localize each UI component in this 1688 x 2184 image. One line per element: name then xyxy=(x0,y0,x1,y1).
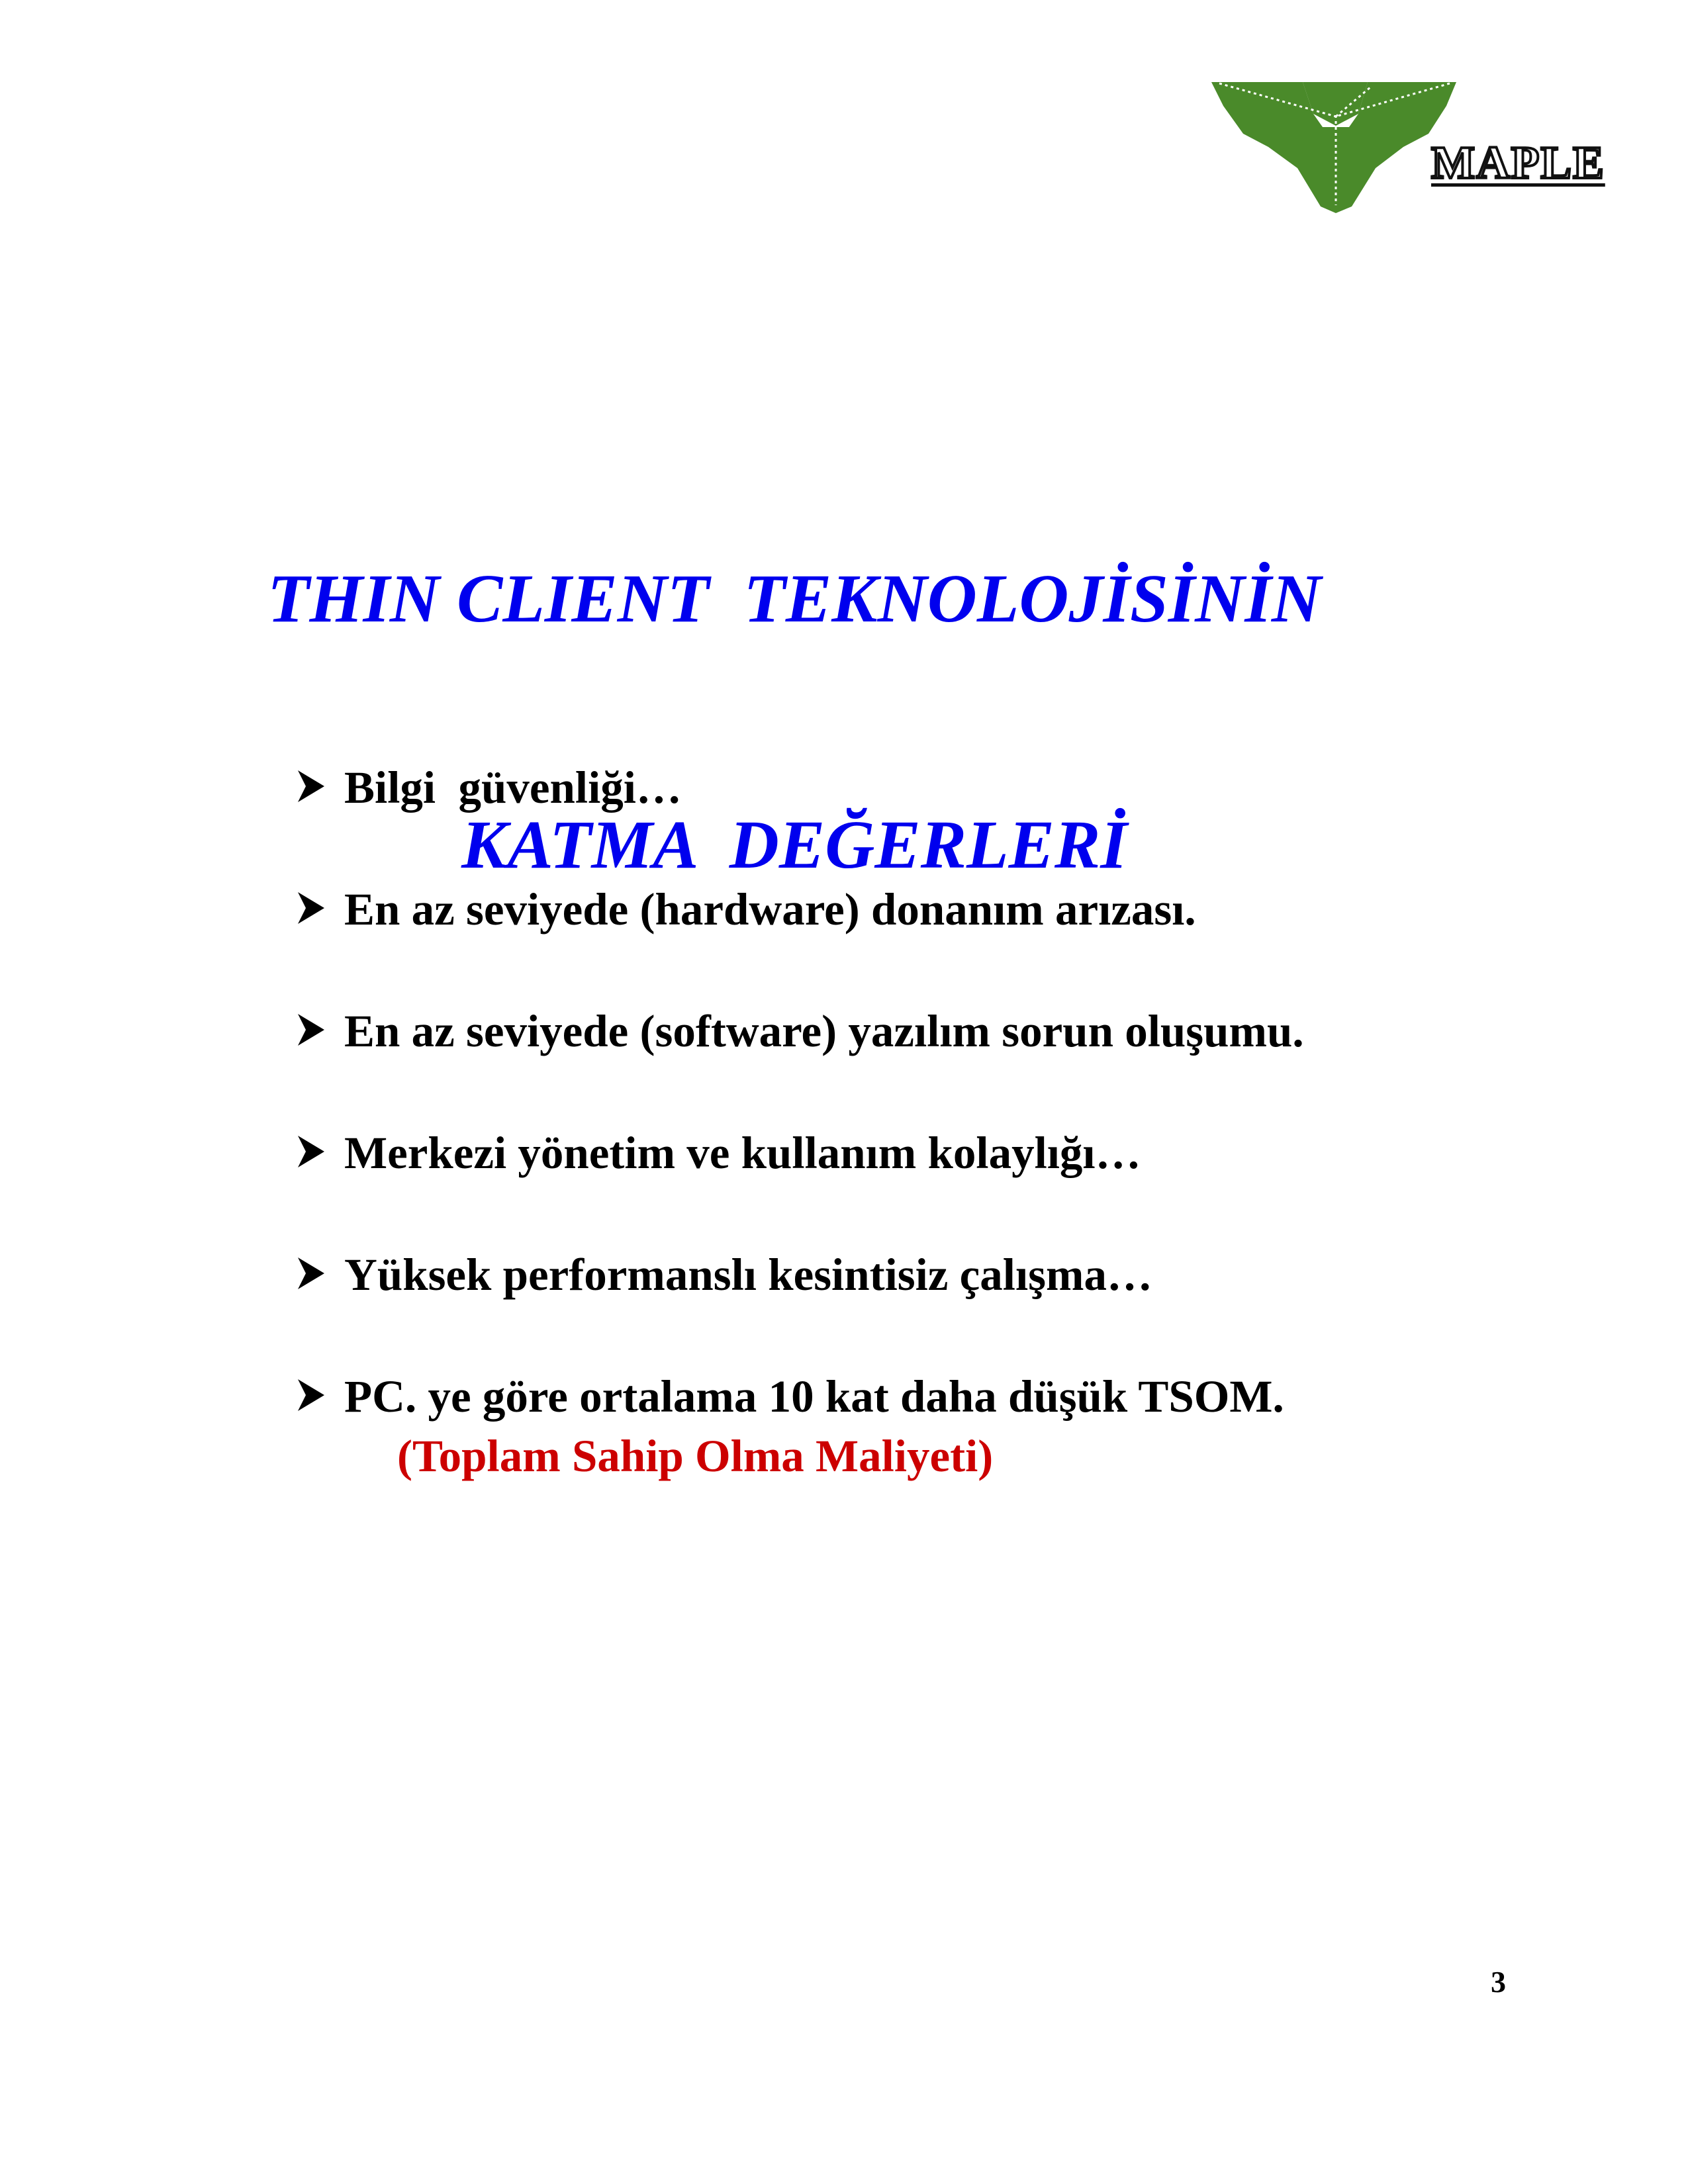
list-item xyxy=(297,1248,1587,1370)
maple-logo xyxy=(1205,74,1615,213)
arrow-bullet-icon xyxy=(297,769,326,803)
benefits-list xyxy=(297,761,1587,1492)
list-item-text: Bilgi güvenliği… xyxy=(344,762,682,813)
title-line-2: KATMA DEĞERLERİ xyxy=(461,807,1127,883)
list-item xyxy=(297,1370,1587,1492)
list-item xyxy=(297,883,1587,1005)
arrow-bullet-icon xyxy=(297,1378,326,1412)
list-item-text: Merkezi yönetim ve kullanım kolaylığı… xyxy=(344,1128,1141,1178)
list-item-text: En az seviyede (software) yazılım sorun oluşumu. xyxy=(344,1006,1304,1056)
arrow-bullet-icon xyxy=(297,891,326,925)
list-item-subtext: (Toplam Sahip Olma Maliyeti) xyxy=(397,1431,994,1481)
list-item-text: En az seviyede (hardware) donanım arızası. xyxy=(344,884,1196,934)
list-item xyxy=(297,761,1587,883)
maple-leaf-logo-icon xyxy=(1205,74,1470,213)
logo-text: MAPLE xyxy=(1431,138,1605,189)
page-number: 3 xyxy=(1491,1965,1506,1999)
arrow-bullet-icon xyxy=(297,1134,326,1169)
list-item-text: Yüksek performanslı kesintisiz çalışma… xyxy=(344,1250,1152,1300)
list-item xyxy=(297,1005,1587,1126)
list-item-text: PC. ye göre ortalama 10 kat daha düşük TSOM. xyxy=(344,1371,1284,1422)
title-line-1: THIN CLIENT TEKNOLOJİSİNİN xyxy=(267,561,1321,637)
list-item xyxy=(297,1126,1587,1248)
arrow-bullet-icon xyxy=(297,1256,326,1291)
arrow-bullet-icon xyxy=(297,1013,326,1047)
